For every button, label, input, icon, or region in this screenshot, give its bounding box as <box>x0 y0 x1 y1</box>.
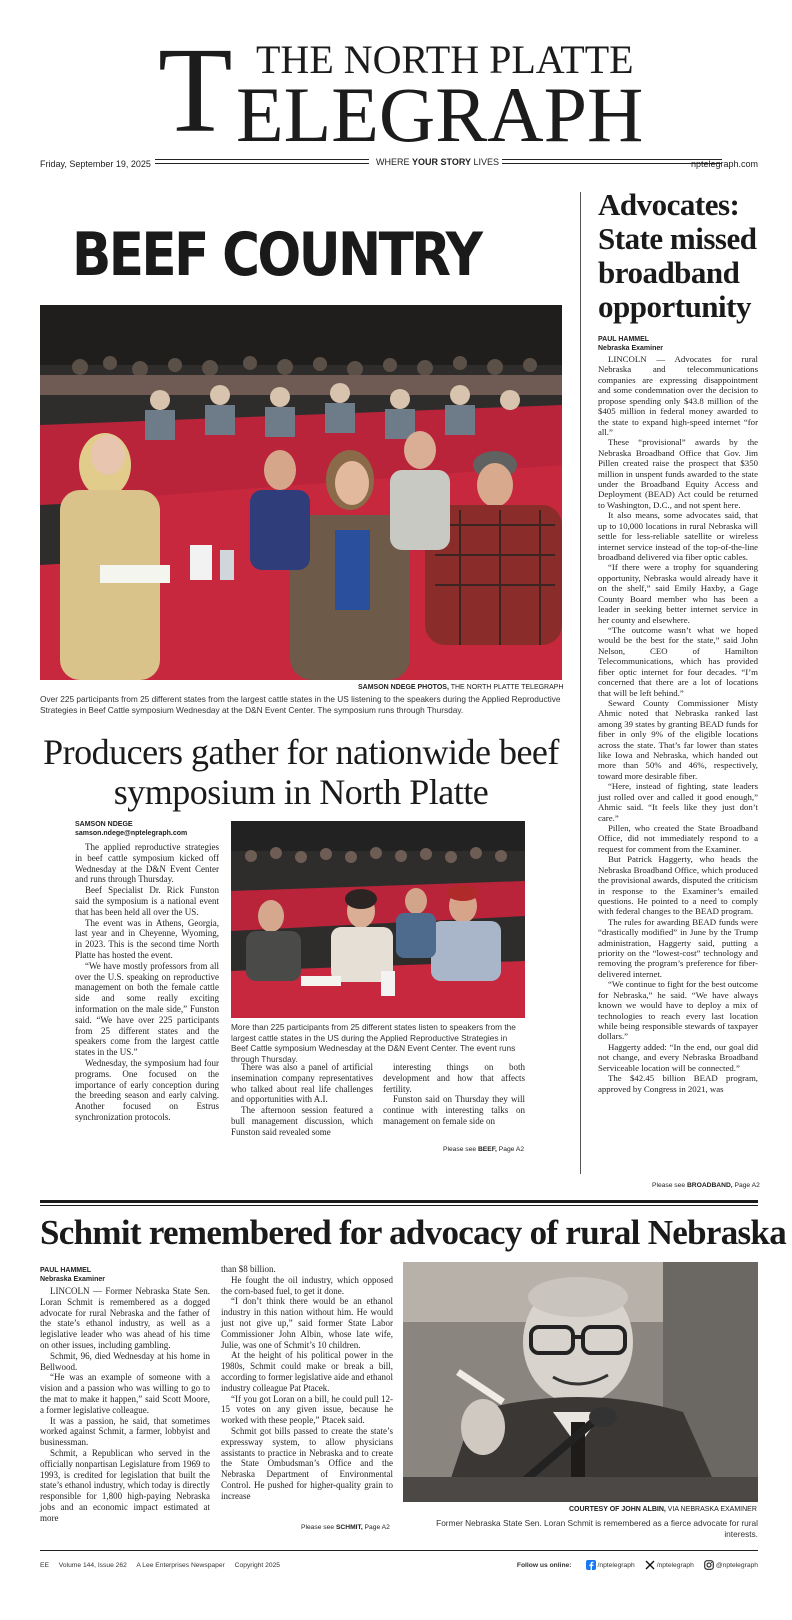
jump-bold: BEEF, <box>477 1146 497 1153</box>
column-divider <box>580 192 581 1174</box>
dateline-rule-left <box>155 159 369 164</box>
footer <box>40 1560 758 1574</box>
lead-photo-credit <box>358 684 564 691</box>
masthead-top-line: THE NORTH PLATTE <box>256 37 634 82</box>
footer-rule <box>40 1550 758 1551</box>
broadband-paragraph: “If there were a trophy for squandering opportunity, Nebraska would already have it on the shelf,” said Emily Haxby, a Gage County Board member who has been a leader in seeking better internet service in her county and elsewhere. <box>598 562 758 625</box>
tagline-pre: WHERE <box>376 157 412 167</box>
broadband-paragraph: The $42.45 billion BEAD program, approved by Congress in 2021, was <box>598 1073 758 1094</box>
schmit-column-1 <box>40 1286 210 1524</box>
x-handle: /nptelegraph <box>656 1561 694 1569</box>
jump-pre: Please see <box>652 1182 687 1189</box>
tagline-post: LIVES <box>471 157 500 167</box>
instagram-handle: @nptelegraph <box>715 1561 758 1569</box>
schmit-photo-credit-bold: COURTESY OF JOHN ALBIN, <box>569 1506 666 1513</box>
instagram-icon <box>704 1560 714 1570</box>
section-rule-thick <box>40 1200 758 1203</box>
lead-column-1 <box>75 842 219 1123</box>
broadband-byline-org: Nebraska Examiner <box>598 345 663 353</box>
jump-pre: Please see <box>301 1524 336 1531</box>
broadband-headline[interactable]: Advocates: State missed broadband opportunity <box>598 187 757 325</box>
lead-paragraph: Beef Specialist Dr. Rick Funston said the symposium is a national event that has been held all over the US. <box>75 885 219 917</box>
schmit-column-2 <box>221 1264 393 1502</box>
symposium-photo-illustration <box>231 821 525 1018</box>
lead-paragraph: Wednesday, the symposium had four programs. One focused on the importance of early conception during the breeding season and early calving. Another focused on Estrus synchronization protocols. <box>75 1057 219 1122</box>
broadband-column <box>598 354 758 1094</box>
lead-paragraph: “We have mostly professors from all over the U.S. speaking on reproductive management on both the female cattle side and some really exciting information on the male side,” Funston said. “We have over 225 participants from 25 different states and the speakers come from the largest cattle states in the US.” <box>75 960 219 1058</box>
lead-paragraph: The event was in Athens, Georgia, last year and in Cheyenne, Wyoming, in 2023. This is the second time North Platte has hosted the event. <box>75 917 219 960</box>
facebook-handle: /nptelegraph <box>597 1561 635 1569</box>
broadband-paragraph: It also means, some advocates said, that up to 10,000 locations in rural Nebraska will settle for less-reliable satellite or wireless internet service instead of the top-of-the-line broadband delivered via fiber optic cables. <box>598 510 758 563</box>
lead-paragraph: There was also a panel of artificial insemination company representatives who talked about real life challenges and opportunities with A.I. <box>231 1062 373 1105</box>
lead-byline-name: SAMSON NDEGE <box>75 821 133 828</box>
lead-photo-credit-rest: THE NORTH PLATTE TELEGRAPH <box>448 684 564 691</box>
jump-bold: SCHMIT, <box>335 1524 363 1531</box>
jump-bold: BROADBAND, <box>686 1182 733 1189</box>
volume-issue: Volume 144, Issue 262 <box>58 1562 127 1569</box>
beef-country-headline[interactable]: BEEF COUNTRY <box>72 220 481 290</box>
schmit-photo-credit-rest: VIA NEBRASKA EXAMINER <box>665 1506 757 1513</box>
section-rule-thin <box>40 1205 758 1206</box>
schmit-paragraph: Schmit, 96, died Wednesday at his home in Bellwood. <box>40 1350 210 1372</box>
footer-info <box>40 1562 288 1569</box>
broadband-paragraph: “We continue to fight for the best outcome for Nebraska,” he said. “We have always known we would have to deploy a mix of technologies to reach every last location while being responsible stewards of taxpayer dollars.” <box>598 979 759 1042</box>
lead-paragraph: Funston said on Thursday they will continue with interesting talks on management on female side on <box>383 1094 525 1126</box>
schmit-byline-org: Nebraska Examiner <box>40 1276 105 1284</box>
lead-column-2 <box>231 1062 373 1138</box>
schmit-paragraph: He fought the oil industry, which opposed the corn-based fuel, to get it done. <box>221 1274 393 1296</box>
schmit-photo-credit <box>569 1506 757 1513</box>
lead-byline-email[interactable]: samson.ndege@nptelegraph.com <box>75 830 188 838</box>
x-icon <box>645 1560 655 1570</box>
schmit-photo-caption: Former Nebraska State Sen. Loran Schmit is remembered as a fierce advocate for rural interests. <box>436 1518 758 1539</box>
edition-code: EE <box>40 1562 49 1569</box>
schmit-paragraph: “I don’t think there would be an ethanol industry in this nation without him. He would just not give up,” said former State Labor Commissioner John Albin, whose late wife, Julie, was one of Schmit’s 10 children. <box>221 1296 393 1350</box>
schmit-headline[interactable]: Schmit remembered for advocacy of rural Nebraska <box>40 1213 786 1252</box>
schmit-paragraph: Schmit got bills passed to create the state’s expressway system, to allow physicians assistants to practice in Nebraska and to create the State Ombudsman’s Office and the Nebraska Department of Environmental Control. He pushed for higher-quality grain to increase <box>221 1425 393 1501</box>
tagline-bold: YOUR STORY <box>412 157 472 167</box>
lead-photo-illustration <box>40 305 562 680</box>
dateline-rule-right <box>502 159 722 164</box>
social-links <box>517 1560 758 1570</box>
website-link[interactable]: nptelegraph.com <box>690 159 758 169</box>
broadband-byline <box>598 335 663 354</box>
broadband-paragraph: “Here, instead of fighting, state leaders just rolled over and called it good enough,” Ahmic said. “It feels like they just don’t care.” <box>598 781 758 823</box>
x-link[interactable] <box>645 1560 694 1570</box>
symposium-photo[interactable] <box>231 821 525 1018</box>
broadband-paragraph: Seward County Commissioner Misty Ahmic noted that Nebraska ranked last among 39 states by granting BEAD funds for fiber in only 9% of the eligible locations across the state. That’s far lower than states like Iowa and Nebraska, which handed out more than 50% and 46%, respectively, toward more desirable fiber. <box>598 697 758 781</box>
schmit-jump-link[interactable] <box>301 1524 390 1531</box>
schmit-paragraph: than $8 billion. <box>221 1264 276 1274</box>
schmit-byline-name: PAUL HAMMEL <box>40 1267 92 1274</box>
broadband-paragraph: The rules for awarding BEAD funds were “drastically modified” in June by the Trump administration, Haggerty said, putting a priority on the “lowest-cost” technology and removing the program’s preference for fiber-delivered internet. <box>598 916 758 979</box>
schmit-photo[interactable] <box>403 1262 758 1502</box>
lead-paragraph: interesting things on both development and how that affects fertility. <box>383 1062 525 1094</box>
issue-date: Friday, September 19, 2025 <box>40 159 151 169</box>
broadband-jump-link[interactable] <box>652 1182 760 1189</box>
network-label: A Lee Enterprises Newspaper <box>136 1562 225 1569</box>
jump-post: Page A2 <box>496 1146 525 1153</box>
producers-headline[interactable]: Producers gather for nationwide beef symposium in North Platte <box>43 732 559 813</box>
schmit-paragraph: Schmit, a Republican who served in the officially nonpartisan Legislature from 1969 to 1993, is credited for legislation that built the state’s ethanol industry, which today is directly responsible for 1,800 high-paying Nebraska jobs and an economic impact estimated at more <box>40 1447 210 1523</box>
masthead-bottom-line: ELEGRAPH <box>236 71 644 158</box>
beef-jump-link[interactable] <box>443 1146 524 1153</box>
lead-column-3 <box>383 1062 525 1127</box>
jump-pre: Please see <box>443 1146 478 1153</box>
schmit-photo-illustration <box>403 1262 758 1502</box>
tagline <box>376 157 499 167</box>
dateline <box>40 157 758 173</box>
facebook-icon <box>586 1560 596 1570</box>
broadband-paragraph: Pillen, who created the State Broadband Office, did not immediately respond to a request for comment from the Examiner. <box>598 822 758 854</box>
copyright: Copyright 2025 <box>234 1562 281 1569</box>
broadband-paragraph: Haggerty added: “In the end, our goal did not change, and every Nebraska Broadband Serviceable location will be connected.” <box>598 1041 758 1073</box>
schmit-paragraph: It was a passion, he said, that sometimes worked against Schmit, a farmer, lobbyist and businessman. <box>40 1415 210 1448</box>
broadband-paragraph: But Patrick Haggerty, who heads the Nebraska Broadband Office, which produced the provisional awards, disputed the criticism in response to the Examiner’s emailed questions. He pointed to a need to comply with federal changes to the BEAD program. <box>598 854 758 917</box>
facebook-link[interactable] <box>586 1560 635 1570</box>
jump-post: Page A2 <box>732 1182 760 1189</box>
symposium-photo-caption: More than 225 participants from 25 different states listen to speakers from the largest cattle states in the US during the Applied Reproductive Strategies in Beef Cattle symposium Wednesday at the D&N Event Center. The event runs through Thursday. <box>231 1022 516 1064</box>
schmit-paragraph: “He was an example of someone with a vision and a passion who was willing to go to the mat to make it happen,” said Scott Moore, a former legislative colleague. <box>40 1372 210 1415</box>
lead-paragraph: The applied reproductive strategies in beef cattle symposium kicked off Wednesday at the D&N Event Center and runs through Thursday. <box>75 842 219 885</box>
schmit-byline <box>40 1266 105 1285</box>
broadband-paragraph: These “provisional” awards by the Nebraska Broadband Office that Gov. Jim Pillen created raise the prospect that $350 million in unspent funds awarded to the state under the Broadband Equity Access and Deployment (BEAD) Act could be returned to Washington, D.C., and not spent here. <box>598 437 758 510</box>
broadband-paragraph: “The outcome wasn’t what we hoped would be the best for the state,” said John Nelson, CEO of Hamilton Telecommunications, which has provided fiber optic internet for four decades. “I’m concerned that there are a lot of locations that will be left behind.” <box>598 624 758 698</box>
lead-photo-caption: Over 225 participants from 25 different states from the largest cattle states in the US listening to the speakers during the Applied Reproductive Strategies in Beef Cattle symposium Wednesday at the D&N Event Center. The symposium runs through Thursday. <box>40 694 561 715</box>
lead-photo-credit-bold: SAMSON NDEGE PHOTOS, <box>358 684 449 691</box>
lead-paragraph: The afternoon session featured a bull management discussion, which Funston said revealed some <box>231 1105 373 1137</box>
schmit-paragraph: “If you got Loran on a bill, he could pull 12-15 votes on any given issue, because he worked with these people,” Ptacek said. <box>221 1393 393 1426</box>
broadband-byline-name: PAUL HAMMEL <box>598 336 650 343</box>
schmit-paragraph: LINCOLN — Former Nebraska State Sen. Loran Schmit is remembered as a dogged advocate for rural Nebraska and the father of the state’s ethanol industry, as well as a legislative leader who was ahead of his time on other issues, including gambling. <box>40 1286 210 1350</box>
masthead-big-letter: T <box>158 23 231 158</box>
jump-post: Page A2 <box>362 1524 390 1531</box>
follow-label: Follow us online: <box>516 1561 572 1569</box>
broadband-paragraph: LINCOLN — Advocates for rural Nebraska and telecommunications companies are expressing disappointment and some condemnation over the decision to propose spending only $43.8 million of the $405 million in federal money awarded to the state to expand high-speed internet “for all.” <box>598 354 758 437</box>
instagram-link[interactable] <box>704 1560 758 1570</box>
lead-byline <box>75 820 187 839</box>
masthead <box>0 23 792 158</box>
schmit-paragraph: At the height of his political power in the 1980s, Schmit could make or break a bill, according to former legislative aide and ethanol industry colleague Pat Ptacek. <box>221 1350 393 1393</box>
lead-photo[interactable] <box>40 305 562 680</box>
